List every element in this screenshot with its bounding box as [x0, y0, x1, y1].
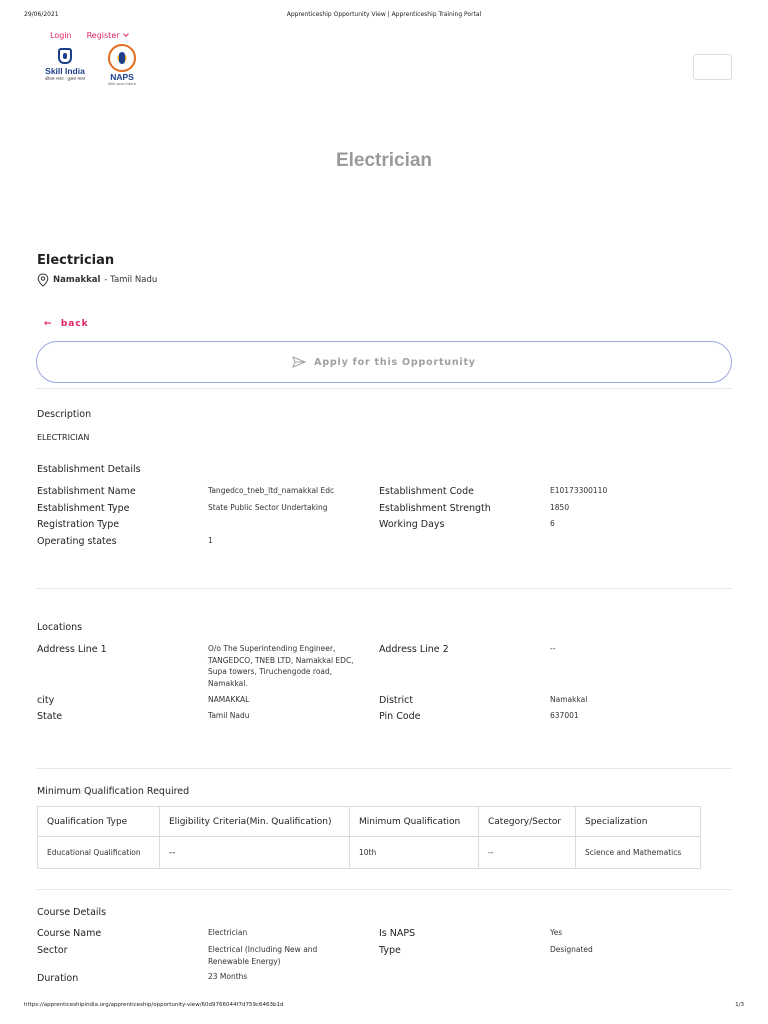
- duration-value: 23 Months: [208, 972, 248, 981]
- establishment-title: Establishment Details: [37, 464, 141, 475]
- map-pin-icon: [37, 273, 49, 287]
- naps-name: NAPS: [110, 72, 134, 82]
- working-days-label: Working Days: [379, 519, 445, 530]
- table-header-cell: Eligibility Criteria(Min. Qualification): [160, 807, 350, 837]
- establishment-strength-value: 1850: [550, 503, 570, 512]
- table-header-cell: Qualification Type: [38, 807, 160, 837]
- sector-label: Sector: [37, 945, 68, 956]
- establishment-type-value: State Public Sector Undertaking: [208, 503, 328, 512]
- type-label: Type: [379, 945, 401, 956]
- job-state: - Tamil Nadu: [104, 275, 158, 285]
- course-title: Course Details: [37, 907, 107, 918]
- address-line-1-label: Address Line 1: [37, 644, 107, 655]
- naps-logo[interactable]: [104, 44, 140, 90]
- send-icon: [292, 356, 306, 368]
- establishment-name-label: Establishment Name: [37, 486, 136, 497]
- table-cell: Educational Qualification: [38, 837, 160, 869]
- establishment-code-label: Establishment Code: [379, 486, 474, 497]
- is-naps-label: Is NAPS: [379, 928, 416, 939]
- address-line-1-value: O/o The Superintending Engineer, TANGEDCO, TNEB LTD, Namakkal EDC, Supa towers, Tiruchengode road, Namakkal.: [208, 644, 354, 688]
- apply-button[interactable]: [36, 341, 732, 383]
- is-naps-value: Yes: [550, 928, 563, 937]
- table-row: [38, 837, 701, 869]
- table-header-row: [38, 807, 701, 837]
- login-link[interactable]: Login: [50, 31, 72, 40]
- chevron-down-icon: [123, 31, 129, 37]
- back-link[interactable]: [44, 319, 89, 329]
- job-location: [37, 273, 157, 287]
- district-value: Namakkal: [550, 695, 588, 704]
- table-header-cell: Minimum Qualification: [350, 807, 479, 837]
- skill-india-name: Skill India: [45, 66, 85, 76]
- course-name-value: Electrician: [208, 928, 248, 937]
- skill-india-tagline: कौशल भारत - कुशल भारत: [44, 76, 86, 81]
- duration-label: Duration: [37, 973, 79, 984]
- table-cell: --: [479, 837, 576, 869]
- locations-title: Locations: [37, 622, 83, 633]
- print-url: https://apprenticeshipindia.org/apprenticeship/opportunity-view/60d9766044f7d759c6463b1d: [24, 1002, 284, 1008]
- pin-code-label: Pin Code: [379, 711, 421, 722]
- table-header-cell: Category/Sector: [479, 807, 576, 837]
- qualification-title: Minimum Qualification Required: [37, 786, 190, 797]
- qualification-table: [37, 806, 701, 869]
- operating-states-label: Operating states: [37, 536, 117, 547]
- menu-toggle-button[interactable]: [693, 54, 732, 80]
- address-line-2-label: Address Line 2: [379, 644, 449, 655]
- divider: [36, 388, 732, 389]
- divider: [36, 889, 732, 890]
- address-line-2-value: --: [550, 644, 556, 653]
- pin-code-value: 637001: [550, 711, 579, 720]
- divider: [36, 768, 732, 769]
- register-link[interactable]: [87, 31, 128, 40]
- naps-tagline: Skill your future: [108, 82, 136, 86]
- type-value: Designated: [550, 945, 593, 954]
- table-cell: 10th: [350, 837, 479, 869]
- register-label: Register: [86, 31, 120, 40]
- skill-india-logo[interactable]: [40, 48, 90, 88]
- establishment-name-value: Tangedco_tneb_ltd_namakkal Edc: [208, 486, 335, 495]
- print-header: [0, 11, 768, 23]
- establishment-code-value: E10173300110: [550, 486, 608, 495]
- job-city: Namakkal: [53, 275, 101, 285]
- description-title: Description: [37, 409, 92, 420]
- establishment-type-label: Establishment Type: [37, 503, 130, 514]
- state-value: Tamil Nadu: [208, 711, 250, 720]
- course-name-label: Course Name: [37, 928, 102, 939]
- auth-links: [50, 31, 128, 40]
- description-text: ELECTRICIAN: [37, 433, 90, 442]
- page-title: Electrician: [335, 150, 433, 171]
- state-label: State: [37, 711, 63, 722]
- table-header-cell: Specialization: [576, 807, 701, 837]
- apply-label: Apply for this Opportunity: [314, 356, 476, 368]
- working-days-value: 6: [550, 519, 555, 528]
- establishment-strength-label: Establishment Strength: [379, 503, 491, 514]
- registration-type-label: Registration Type: [37, 519, 120, 530]
- table-cell: Science and Mathematics: [576, 837, 701, 869]
- skill-india-mark-icon: [58, 48, 72, 64]
- sector-value: Electrical (Including New and Renewable Energy): [208, 945, 318, 966]
- district-label: District: [379, 695, 414, 706]
- print-title: Apprenticeship Opportunity View | Apprenticeship Training Portal: [286, 11, 482, 18]
- print-page-number: 1/3: [735, 1002, 744, 1008]
- divider: [36, 588, 732, 589]
- arrow-left-icon: ←: [44, 319, 53, 329]
- city-label: city: [37, 695, 55, 706]
- back-label: back: [60, 319, 89, 329]
- table-cell: --: [160, 837, 350, 869]
- city-value: NAMAKKAL: [208, 695, 250, 704]
- print-date: 29/06/2021: [24, 11, 59, 18]
- operating-states-value: 1: [208, 536, 213, 545]
- job-title: Electrician: [37, 253, 115, 268]
- naps-emblem-icon: [108, 44, 136, 72]
